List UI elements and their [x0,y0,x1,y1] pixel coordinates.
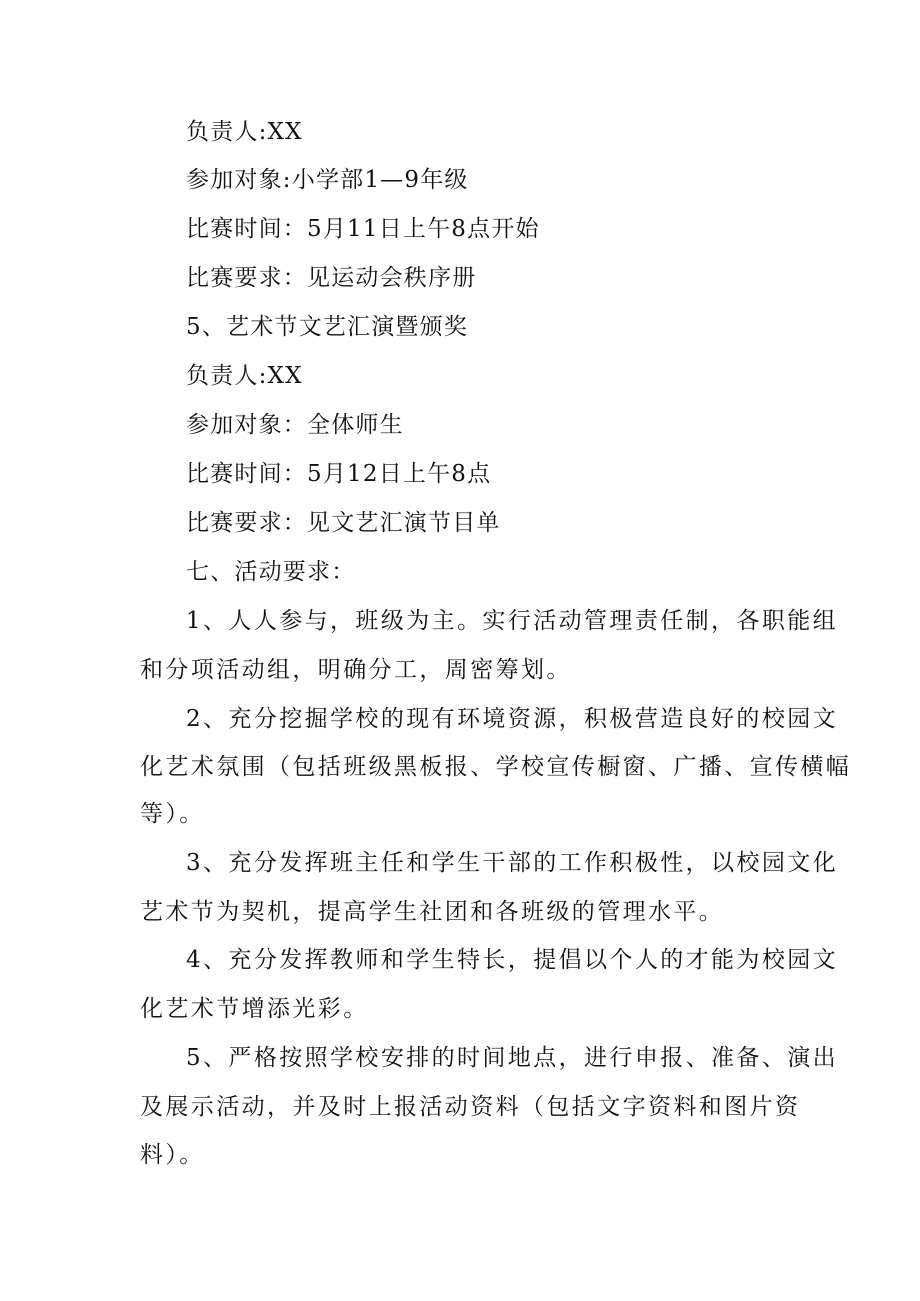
text-line: 等）。 [140,801,205,827]
text-line: 5、艺术节文艺汇演暨颁奖 [186,314,469,340]
text-line: 参加对象:小学部1—9年级 [186,167,469,193]
text-line: 4、充分发挥教师和学生特长，提倡以个人的才能为校园文 [186,947,839,973]
text-line: 比赛时间：5月11日上午8点开始 [186,216,540,242]
text-line: 1、人人参与，班级为主。实行活动管理责任制，各职能组 [186,608,839,634]
text-line: 比赛要求：见运动会秩序册 [186,265,477,291]
text-line: 负责人:XX [186,119,303,145]
text-line: 比赛时间：5月12日上午8点 [186,461,492,487]
text-line: 及展示活动，并及时上报活动资料（包括文字资料和图片资 [140,1094,801,1120]
text-line: 5、严格按照学校安排的时间地点，进行申报、准备、演出 [186,1045,839,1071]
text-line: 化艺术节增添光彩。 [140,996,369,1022]
text-line: 参加对象：全体师生 [186,412,404,438]
text-line: 料）。 [140,1142,205,1168]
text-line: 3、充分发挥班主任和学生干部的工作积极性，以校园文化 [186,850,839,876]
text-line: 和分项活动组，明确分工，周密筹划。 [140,657,572,683]
section-heading: 七、活动要求： [186,559,356,585]
text-line: 2、充分挖掘学校的现有环境资源，积极营造良好的校园文 [186,706,839,732]
text-line: 负责人:XX [186,363,303,389]
text-line: 艺术节为契机，提高学生社团和各班级的管理水平。 [140,899,725,925]
text-line: 化艺术氛围（包括班级黑板报、学校宣传橱窗、广播、宣传横幅 [140,754,852,780]
text-line: 比赛要求：见文艺汇演节目单 [186,510,501,536]
